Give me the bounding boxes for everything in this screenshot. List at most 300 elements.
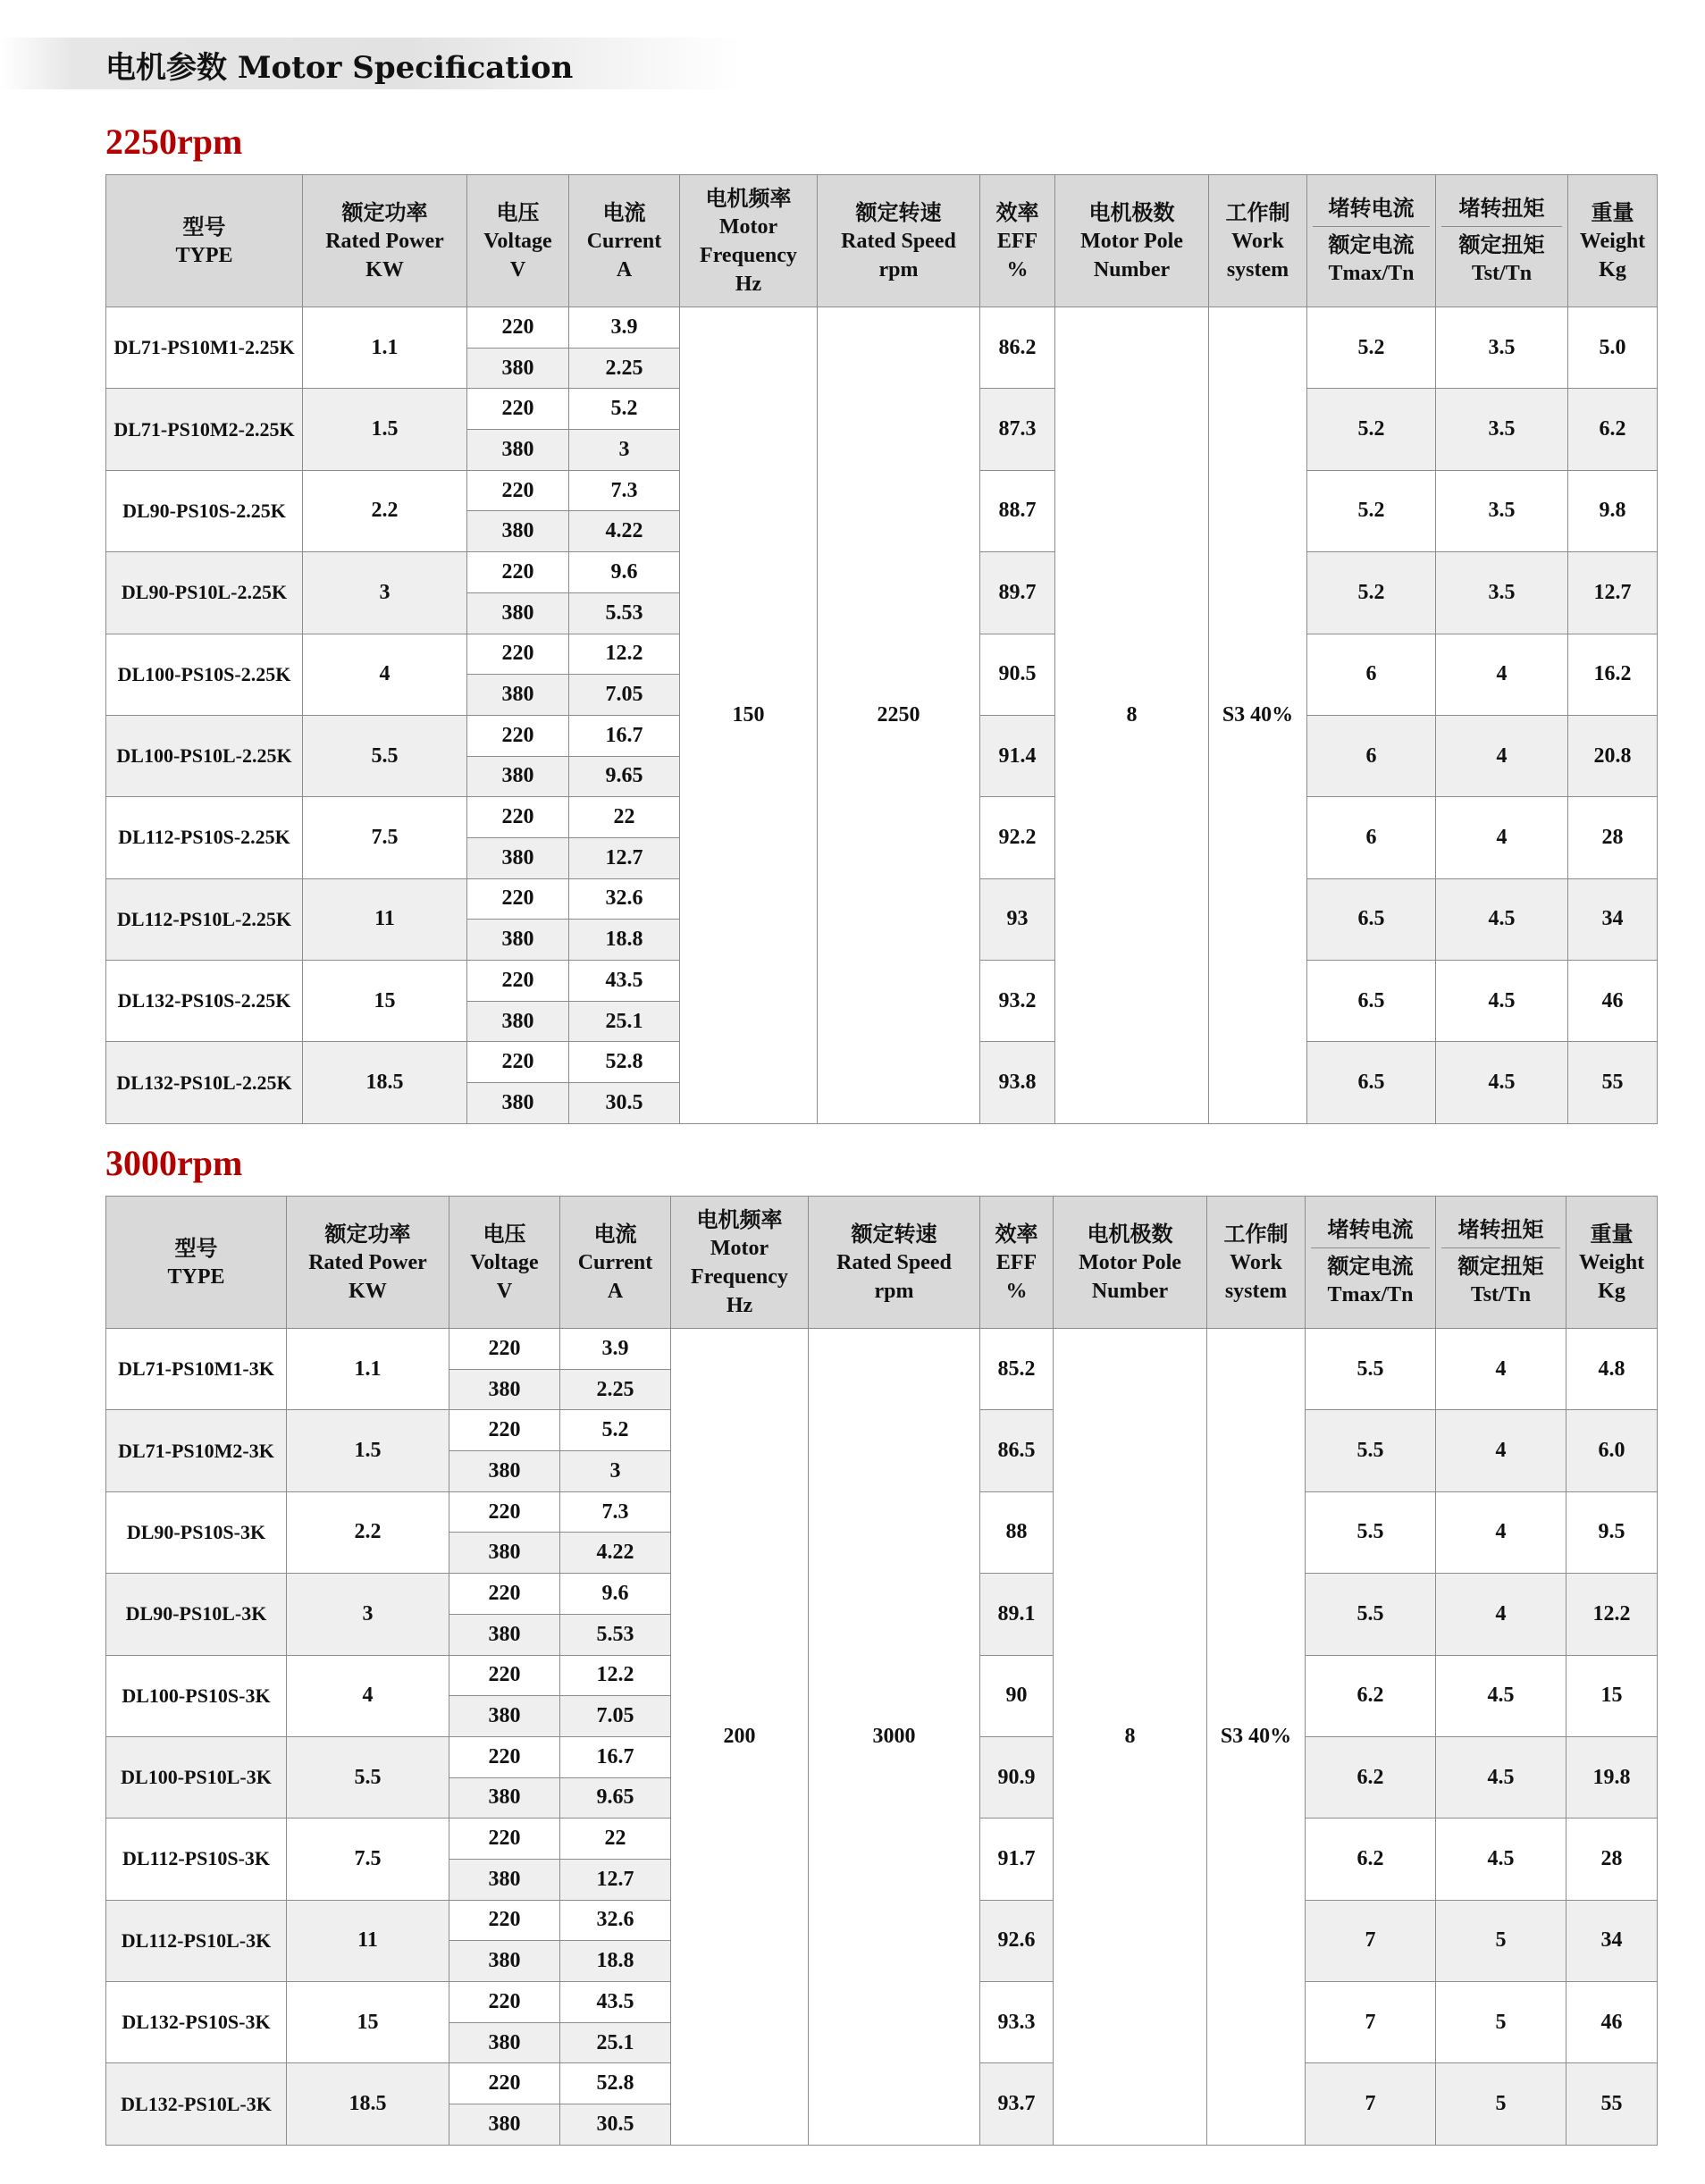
tmax-cell: 5.2 [1307,307,1436,389]
eff-cell: 86.2 [980,307,1055,389]
power-cell: 7.5 [287,1819,449,1900]
header-voltage-unit: V [509,257,526,281]
header-tst-cn2: 额定扭矩 [1458,232,1545,257]
header-row [106,1197,1658,1329]
weight-cell: 12.2 [1566,1574,1658,1655]
type-cell: DL132-PS10S-3K [106,1982,287,2063]
eff-cell: 89.7 [980,552,1055,634]
current-cell: 43.5 [560,1982,671,2023]
header-voltage [467,175,569,307]
header-work [1207,1197,1306,1329]
header-type-en: TYPE [167,1264,225,1289]
tmax-cell: 6 [1307,715,1436,796]
header-current [560,1197,671,1329]
type-cell: DL71-PS10M1-2.25K [106,307,303,389]
voltage-cell: 380 [449,1533,560,1574]
weight-cell: 34 [1566,1900,1658,1981]
type-cell: DL90-PS10S-3K [106,1491,287,1573]
header-type-cn: 型号 [174,1235,218,1261]
eff-cell: 93.8 [980,1042,1055,1123]
current-cell: 12.7 [569,837,680,878]
header-tmax-en: Tmax/Tn [1328,262,1415,285]
header-eff-cn: 效率 [995,199,1039,225]
header-power-cn: 额定功率 [341,199,428,225]
current-cell: 30.5 [569,1083,680,1124]
header-type [106,1197,287,1329]
header-tst [1436,1197,1566,1329]
power-cell: 3 [287,1574,449,1655]
tmax-cell: 5.2 [1307,389,1436,470]
weight-cell: 16.2 [1568,634,1658,715]
voltage-cell: 380 [449,1941,560,1982]
header-current-en: Current [586,229,662,253]
header-frequency-cn: 电机频率 [696,1206,783,1232]
voltage-cell: 220 [449,1736,560,1777]
current-cell: 22 [560,1819,671,1860]
voltage-cell: 220 [467,961,569,1002]
header-speed-unit: rpm [878,257,919,281]
speed-cell: 2250 [818,307,980,1124]
voltage-cell: 220 [467,1042,569,1083]
header-pole-en1: Motor Pole [1080,229,1183,253]
current-cell: 7.3 [560,1491,671,1533]
weight-cell: 46 [1568,961,1658,1042]
header-weight-cn: 重量 [1590,1221,1634,1247]
current-cell: 5.53 [560,1614,671,1655]
header-work-en2: system [1224,1279,1288,1303]
current-cell: 52.8 [560,2063,671,2104]
voltage-cell: 220 [449,2063,560,2104]
weight-cell: 9.5 [1566,1491,1658,1573]
header-pole-en2: Number [1091,1279,1169,1303]
header-current-cn: 电流 [593,1221,637,1247]
current-cell: 9.6 [569,552,680,593]
header-eff-unit: % [1006,257,1029,281]
header-tst-cn1: 堵转扭矩 [1441,1215,1560,1248]
eff-cell: 85.2 [980,1329,1054,1410]
header-frequency-unit: Hz [726,1293,753,1317]
voltage-cell: 220 [449,1410,560,1451]
tst-cell: 3.5 [1436,552,1568,634]
header-voltage-cn: 电压 [496,199,540,225]
type-cell: DL132-PS10L-2.25K [106,1042,303,1123]
current-cell: 32.6 [569,878,680,920]
header-tmax-cn2: 额定电流 [1327,1254,1414,1279]
speed-cell: 3000 [809,1329,980,2146]
tst-cell: 4 [1436,715,1568,796]
header-tmax-cn2: 额定电流 [1328,232,1415,257]
tmax-cell: 6.5 [1307,961,1436,1042]
tst-cell: 4 [1436,634,1568,715]
header-pole [1054,1197,1207,1329]
eff-cell: 87.3 [980,389,1055,470]
power-cell: 11 [287,1900,449,1981]
power-cell: 1.5 [287,1410,449,1491]
type-cell: DL100-PS10S-2.25K [106,634,303,715]
header-speed [818,175,980,307]
voltage-cell: 380 [449,1696,560,1737]
power-cell: 4 [303,634,467,715]
tst-cell: 4 [1436,1574,1566,1655]
tst-cell: 4 [1436,1410,1566,1491]
tmax-cell: 5.2 [1307,552,1436,634]
power-cell: 7.5 [303,797,467,878]
eff-cell: 88.7 [980,470,1055,551]
current-cell: 9.6 [560,1574,671,1615]
voltage-cell: 220 [449,1982,560,2023]
tst-cell: 4.5 [1436,1736,1566,1818]
voltage-cell: 220 [467,715,569,756]
weight-cell: 46 [1566,1982,1658,2063]
voltage-cell: 220 [449,1655,560,1696]
weight-cell: 20.8 [1568,715,1658,796]
weight-cell: 55 [1568,1042,1658,1123]
current-cell: 12.2 [569,634,680,675]
header-weight-en: Weight [1578,1250,1645,1274]
header-type [106,175,303,307]
header-weight-en: Weight [1579,229,1646,253]
weight-cell: 9.8 [1568,470,1658,551]
current-cell: 3.9 [569,307,680,349]
current-cell: 3 [560,1451,671,1492]
header-tmax-cn1: 堵转电流 [1311,1215,1430,1248]
current-cell: 22 [569,797,680,838]
voltage-cell: 380 [449,2022,560,2063]
eff-cell: 92.6 [980,1900,1054,1981]
power-cell: 2.2 [287,1491,449,1573]
voltage-cell: 380 [449,1777,560,1819]
header-eff-en: EFF [996,229,1038,253]
work-cell: S3 40% [1209,307,1307,1124]
table-row [106,1329,1658,1370]
weight-cell: 28 [1566,1819,1658,1900]
header-tst-en: Tst/Tn [1471,262,1533,285]
header-frequency [680,175,818,307]
current-cell: 32.6 [560,1900,671,1941]
header-frequency-en2: Frequency [700,243,797,267]
tst-cell: 4.5 [1436,961,1568,1042]
weight-cell: 6.2 [1568,389,1658,470]
type-cell: DL71-PS10M2-3K [106,1410,287,1491]
eff-cell: 93 [980,878,1055,960]
current-cell: 18.8 [569,920,680,961]
header-pole [1055,175,1209,307]
header-current-unit: A [607,1279,624,1303]
tmax-cell: 7 [1306,1982,1436,2063]
power-cell: 4 [287,1655,449,1736]
pole-cell: 8 [1055,307,1209,1124]
voltage-cell: 220 [467,307,569,349]
header-tst [1436,175,1568,307]
current-cell: 2.25 [569,348,680,389]
header-row [106,175,1658,307]
header-weight [1566,1197,1658,1329]
tst-cell: 4.5 [1436,1819,1566,1900]
header-eff-en: EFF [995,1250,1037,1274]
eff-cell: 93.3 [980,1982,1054,2063]
header-tst-cn1: 堵转扭矩 [1441,194,1562,227]
voltage-cell: 380 [449,1614,560,1655]
tst-cell: 5 [1436,1982,1566,2063]
header-current [569,175,680,307]
current-cell: 18.8 [560,1941,671,1982]
current-cell: 16.7 [569,715,680,756]
type-cell: DL90-PS10S-2.25K [106,470,303,551]
header-weight-cn: 重量 [1591,199,1634,225]
voltage-cell: 380 [449,1451,560,1492]
header-tmax [1307,175,1436,307]
tmax-cell: 6.2 [1306,1736,1436,1818]
header-frequency-en1: Motor [718,214,778,239]
header-work-cn: 工作制 [1225,199,1290,225]
weight-cell: 4.8 [1566,1329,1658,1410]
eff-cell: 90 [980,1655,1054,1736]
tst-cell: 4 [1436,1491,1566,1573]
type-cell: DL132-PS10S-2.25K [106,961,303,1042]
eff-cell: 86.5 [980,1410,1054,1491]
voltage-cell: 380 [467,675,569,716]
type-cell: DL90-PS10L-3K [106,1574,287,1655]
tmax-cell: 5.5 [1306,1491,1436,1573]
tmax-cell: 7 [1306,2063,1436,2145]
voltage-cell: 380 [467,756,569,797]
tmax-cell: 6.5 [1307,878,1436,960]
header-work-en1: Work [1231,229,1284,253]
tmax-cell: 5.5 [1306,1574,1436,1655]
tmax-cell: 5.5 [1306,1329,1436,1410]
power-cell: 5.5 [287,1736,449,1818]
section-title-2250rpm: 2250rpm [105,122,243,162]
current-cell: 16.7 [560,1736,671,1777]
current-cell: 4.22 [569,511,680,552]
header-power-en: Rated Power [325,229,444,253]
current-cell: 9.65 [560,1777,671,1819]
header-speed-en: Rated Speed [841,229,956,253]
voltage-cell: 220 [467,878,569,920]
current-cell: 25.1 [560,2022,671,2063]
type-cell: DL112-PS10S-3K [106,1819,287,1900]
header-frequency-unit: Hz [735,272,762,296]
voltage-cell: 380 [449,1369,560,1410]
weight-cell: 5.0 [1568,307,1658,389]
eff-cell: 91.4 [980,715,1055,796]
tst-cell: 5 [1436,1900,1566,1981]
header-eff-unit: % [1005,1279,1028,1303]
weight-cell: 15 [1566,1655,1658,1736]
type-cell: DL100-PS10L-2.25K [106,715,303,796]
type-cell: DL132-PS10L-3K [106,2063,287,2145]
tst-cell: 4 [1436,797,1568,878]
weight-cell: 19.8 [1566,1736,1658,1818]
work-cell: S3 40% [1207,1329,1306,2146]
header-current-en: Current [577,1250,653,1274]
current-cell: 43.5 [569,961,680,1002]
tmax-cell: 5.2 [1307,470,1436,551]
frequency-cell: 200 [671,1329,809,2146]
header-current-cn: 电流 [602,199,646,225]
header-eff-cn: 效率 [995,1221,1038,1247]
voltage-cell: 220 [467,470,569,511]
eff-cell: 93.2 [980,961,1055,1042]
header-tst-cn2: 额定扭矩 [1457,1254,1544,1279]
weight-cell: 28 [1568,797,1658,878]
eff-cell: 88 [980,1491,1054,1573]
power-cell: 1.1 [287,1329,449,1410]
voltage-cell: 220 [449,1819,560,1860]
eff-cell: 91.7 [980,1819,1054,1900]
page-heading: 电机参数 Motor Specification [105,50,574,86]
power-cell: 1.5 [303,389,467,470]
header-weight-unit: Kg [1599,257,1626,281]
weight-cell: 55 [1566,2063,1658,2145]
header-power-unit: KW [365,257,404,281]
tst-cell: 5 [1436,2063,1566,2145]
current-cell: 4.22 [560,1533,671,1574]
power-cell: 15 [287,1982,449,2063]
header-voltage-en: Voltage [483,229,552,253]
header-tmax-cn1: 堵转电流 [1313,194,1430,227]
header-tmax-en: Tmax/Tn [1327,1283,1414,1306]
header-work [1209,175,1307,307]
header-power [303,175,467,307]
header-speed-unit: rpm [874,1279,914,1303]
header-power-en: Rated Power [308,1250,427,1274]
header-frequency-cn: 电机频率 [705,185,792,211]
eff-cell: 90.5 [980,634,1055,715]
voltage-cell: 380 [467,592,569,634]
header-frequency-en2: Frequency [691,1264,788,1289]
current-cell: 25.1 [569,1001,680,1042]
voltage-cell: 220 [449,1329,560,1370]
header-power [287,1197,449,1329]
eff-cell: 92.2 [980,797,1055,878]
tst-cell: 4.5 [1436,1655,1566,1736]
voltage-cell: 380 [467,1001,569,1042]
tmax-cell: 6.2 [1306,1819,1436,1900]
header-pole-en1: Motor Pole [1079,1250,1181,1274]
header-work-en2: system [1226,257,1289,281]
current-cell: 5.2 [560,1410,671,1451]
current-cell: 5.2 [569,389,680,430]
type-cell: DL112-PS10L-3K [106,1900,287,1981]
current-cell: 7.05 [569,675,680,716]
header-type-cn: 型号 [182,214,226,239]
header-weight [1568,175,1658,307]
pole-cell: 8 [1054,1329,1207,2146]
header-speed-cn: 额定转速 [851,1221,937,1247]
tmax-cell: 6.2 [1306,1655,1436,1736]
tmax-cell: 6 [1307,634,1436,715]
voltage-cell: 220 [449,1491,560,1533]
header-work-en1: Work [1230,1250,1282,1274]
current-cell: 12.2 [560,1655,671,1696]
header-power-unit: KW [349,1279,387,1303]
header-voltage-en: Voltage [470,1250,539,1274]
header-voltage [449,1197,560,1329]
header-power-cn: 额定功率 [324,1221,411,1247]
weight-cell: 34 [1568,878,1658,960]
tst-cell: 4.5 [1436,878,1568,960]
eff-cell: 90.9 [980,1736,1054,1818]
section-title-3000rpm: 3000rpm [105,1143,243,1183]
header-pole-cn: 电机极数 [1087,1221,1173,1247]
current-cell: 12.7 [560,1859,671,1900]
current-cell: 52.8 [569,1042,680,1083]
header-frequency-en1: Motor [710,1236,769,1260]
header-type-en: TYPE [175,243,233,267]
header-speed-en: Rated Speed [836,1250,952,1274]
weight-cell: 12.7 [1568,552,1658,634]
power-cell: 2.2 [303,470,467,551]
header-speed [809,1197,980,1329]
tst-cell: 3.5 [1436,389,1568,470]
header-speed-cn: 额定转速 [855,199,942,225]
table-row [106,307,1658,349]
weight-cell: 6.0 [1566,1410,1658,1491]
tst-cell: 3.5 [1436,307,1568,389]
type-cell: DL90-PS10L-2.25K [106,552,303,634]
header-voltage-unit: V [496,1279,513,1303]
type-cell: DL100-PS10S-3K [106,1655,287,1736]
current-cell: 3.9 [560,1329,671,1370]
header-current-unit: A [616,257,633,281]
power-cell: 18.5 [303,1042,467,1123]
power-cell: 1.1 [303,307,467,389]
voltage-cell: 380 [467,430,569,471]
voltage-cell: 380 [467,348,569,389]
current-cell: 30.5 [560,2104,671,2146]
header-eff [980,1197,1054,1329]
voltage-cell: 380 [449,2104,560,2146]
tmax-cell: 6 [1307,797,1436,878]
current-cell: 3 [569,430,680,471]
voltage-cell: 380 [467,920,569,961]
eff-cell: 93.7 [980,2063,1054,2145]
spec-table-2250rpm [105,174,1658,1124]
current-cell: 7.3 [569,470,680,511]
eff-cell: 89.1 [980,1574,1054,1655]
current-cell: 9.65 [569,756,680,797]
tst-cell: 4 [1436,1329,1566,1410]
power-cell: 3 [303,552,467,634]
voltage-cell: 380 [467,1083,569,1124]
header-work-cn: 工作制 [1223,1221,1289,1247]
header-pole-en2: Number [1093,257,1171,281]
type-cell: DL112-PS10S-2.25K [106,797,303,878]
voltage-cell: 220 [467,389,569,430]
tmax-cell: 6.5 [1307,1042,1436,1123]
header-tst-en: Tst/Tn [1470,1283,1532,1306]
header-eff [980,175,1055,307]
tst-cell: 4.5 [1436,1042,1568,1123]
type-cell: DL112-PS10L-2.25K [106,878,303,960]
type-cell: DL71-PS10M2-2.25K [106,389,303,470]
header-frequency [671,1197,809,1329]
current-cell: 5.53 [569,592,680,634]
power-cell: 5.5 [303,715,467,796]
voltage-cell: 380 [467,511,569,552]
tst-cell: 3.5 [1436,470,1568,551]
header-pole-cn: 电机极数 [1088,199,1175,225]
voltage-cell: 380 [449,1859,560,1900]
voltage-cell: 220 [467,552,569,593]
header-weight-unit: Kg [1598,1279,1625,1303]
spec-table-3000rpm [105,1196,1658,2146]
current-cell: 2.25 [560,1369,671,1410]
frequency-cell: 150 [680,307,818,1124]
header-tmax [1306,1197,1436,1329]
voltage-cell: 220 [449,1574,560,1615]
